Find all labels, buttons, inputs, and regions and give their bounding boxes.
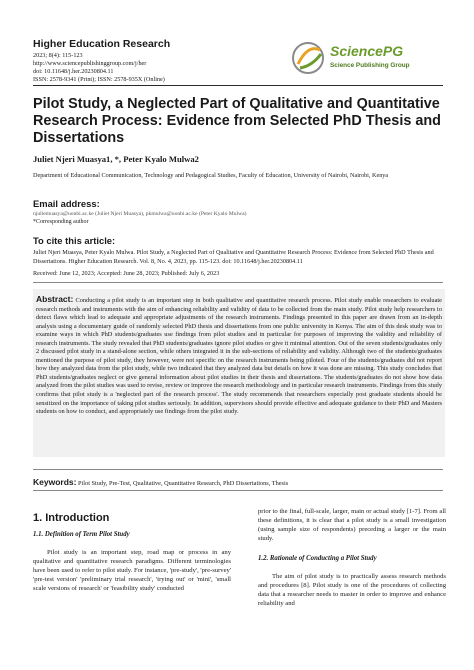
affiliation: Department of Educational Communication, Technology and Pedagogical Studies, Faculty of Education, University of Nairobi, Nairobi, Kenya xyxy=(33,172,389,179)
abstract-label: Abstract: xyxy=(36,294,74,304)
email-addresses[interactable]: njuliemuasya@uonbi.ac.ke (Juliet Njeri Muasya), pkmulwa@uonbi.ac.ke (Peter Kyalo Mulwa) xyxy=(33,211,247,217)
abstract-body: Conducting a pilot study is an important step in both qualitative and quantitative research process. Pilot study enable researchers to evaluate research methods and instruments with the aim of enhancing reliability and validity of data to be collected from the main study. Pilot study help researchers to detect flaws which lead to adequate and appropriate adjustments of the research instruments. Findings presented in this paper are drawn from an in-depth analysis using a documentary guide of randomly selected PhD thesis and dissertations from one public university in Kenya. The aim of this desk study was to examine ways in which PhD students/graduates use findings from pilot studies and in particular for purposes of improving the validity and reliability of research instruments. The study revealed that PhD students/graduates ignore pilot studies or give it minimal attention. Out of the seven students/graduates only 2 discussed pilot study in a stand-alone section, while others integrated it in the sub-sections of reliability and validity. Although two of the students/graduates mentioned the purpose of pilot study, they however, were not specific on the research instruments being piloted. Four of the students/graduates did not report how they analyzed data from the pilot study, while two indicated that they analyzed data but details on how it was done are missing. This study concludes that PhD students/graduates neglect or give general information about pilot studies in their thesis and dissertations. The students/graduates do not show how data analyzed from the pilot studies was used to revise, review or improve the research methodology and in particular research instruments. Findings from this study confirms that pilot study is a 'neglected part of the research process'. The study recommends that researchers especially post graduate students should be sensitized on the importance of taking pilot studies seriously. In addition, supervisors should provide effective and adequate guidance to their PhD and Masters students on how to conduct, and appropriately use findings from the pilot study. xyxy=(36,297,442,416)
keywords-divider-top xyxy=(33,469,443,470)
subsection-heading-rationale: 1.2. Rationale of Conducting a Pilot Study xyxy=(258,555,377,562)
section-heading-introduction: 1. Introduction xyxy=(33,512,110,524)
keywords xyxy=(33,477,445,487)
subsection-heading-definition: 1.1. Definition of Term Pilot Study xyxy=(33,531,130,538)
issn-line: ISSN: 2578-9341 (Print); ISSN: 2578-935X (Online) xyxy=(33,76,165,83)
keywords-divider-bottom xyxy=(33,490,443,491)
keywords-list: Pilot Study, Pre-Test, Qualitative, Quantitative Research, PhD Dissertations, Thesis xyxy=(78,480,289,487)
keywords-label: Keywords: xyxy=(33,477,77,487)
dates-divider xyxy=(33,282,443,283)
logo-subtitle: Science Publishing Group xyxy=(330,62,410,69)
abstract xyxy=(36,295,442,417)
logo-mark-icon xyxy=(290,40,330,76)
citation-text: Juliet Njeri Muasya, Peter Kyalo Mulwa. Pilot Study, a Neglected Part of Qualitative and Quantitative Research Process: Evidence from Selected PhD Thesis and Dissertations. Higher Education Research. Vol. 8, No. 4, 2023, pp. 115-123. doi: 10.11648/j.her.20230804.11 xyxy=(33,249,434,265)
email-heading: Email address: xyxy=(33,198,100,209)
intro-paragraph-2: prior to the final, full-scale, larger, main or actual study [1-7]. From all these definitions, it is clear that a pilot study is a small investigation (using sample size of respondents) preceding a larger or the main study. xyxy=(258,508,446,542)
publication-dates: Received: June 12, 2023; Accepted: June 28, 2023; Published: July 6, 2023 xyxy=(33,270,220,277)
issue-info: 2023; 8(4): 115-123 xyxy=(33,52,83,59)
intro-paragraph-3: The aim of pilot study is to practically assess research methods and procedures [8]. Pilot study is one of the procedures of collecting data that a researcher needs to master in order to improve and enhance reliability and xyxy=(258,573,446,607)
journal-url[interactable]: http://www.sciencepublishinggroup.com/j/her xyxy=(33,60,147,67)
author-list: Juliet Njeri Muasya1, *, Peter Kyalo Mulwa2 xyxy=(33,154,199,164)
cite-heading: To cite this article: xyxy=(33,235,116,246)
corresponding-author-note: *Corresponding author xyxy=(33,219,89,225)
intro-paragraph-1: Pilot study is an important step, road map or process in any qualitative and quantitative research paradigms. Different terminologies have been used to refer to pilot study. For instance, 'pre-study', 'pre-survey' 'pre-test version' 'preliminary trial research', 'trying out' or 'mini', 'small scale versions of research' or 'feasibility study' conducted xyxy=(33,549,231,592)
doi-line[interactable]: doi: 10.11648/j.her.20230804.11 xyxy=(33,68,114,75)
logo-name: SciencePG xyxy=(330,43,404,59)
header-divider xyxy=(33,85,443,86)
journal-title: Higher Education Research xyxy=(33,38,171,50)
paper-title: Pilot Study, a Neglected Part of Qualitative and Quantitative Research Process: Evidence from Selected PhD Thesis and Dissertations xyxy=(33,96,441,146)
